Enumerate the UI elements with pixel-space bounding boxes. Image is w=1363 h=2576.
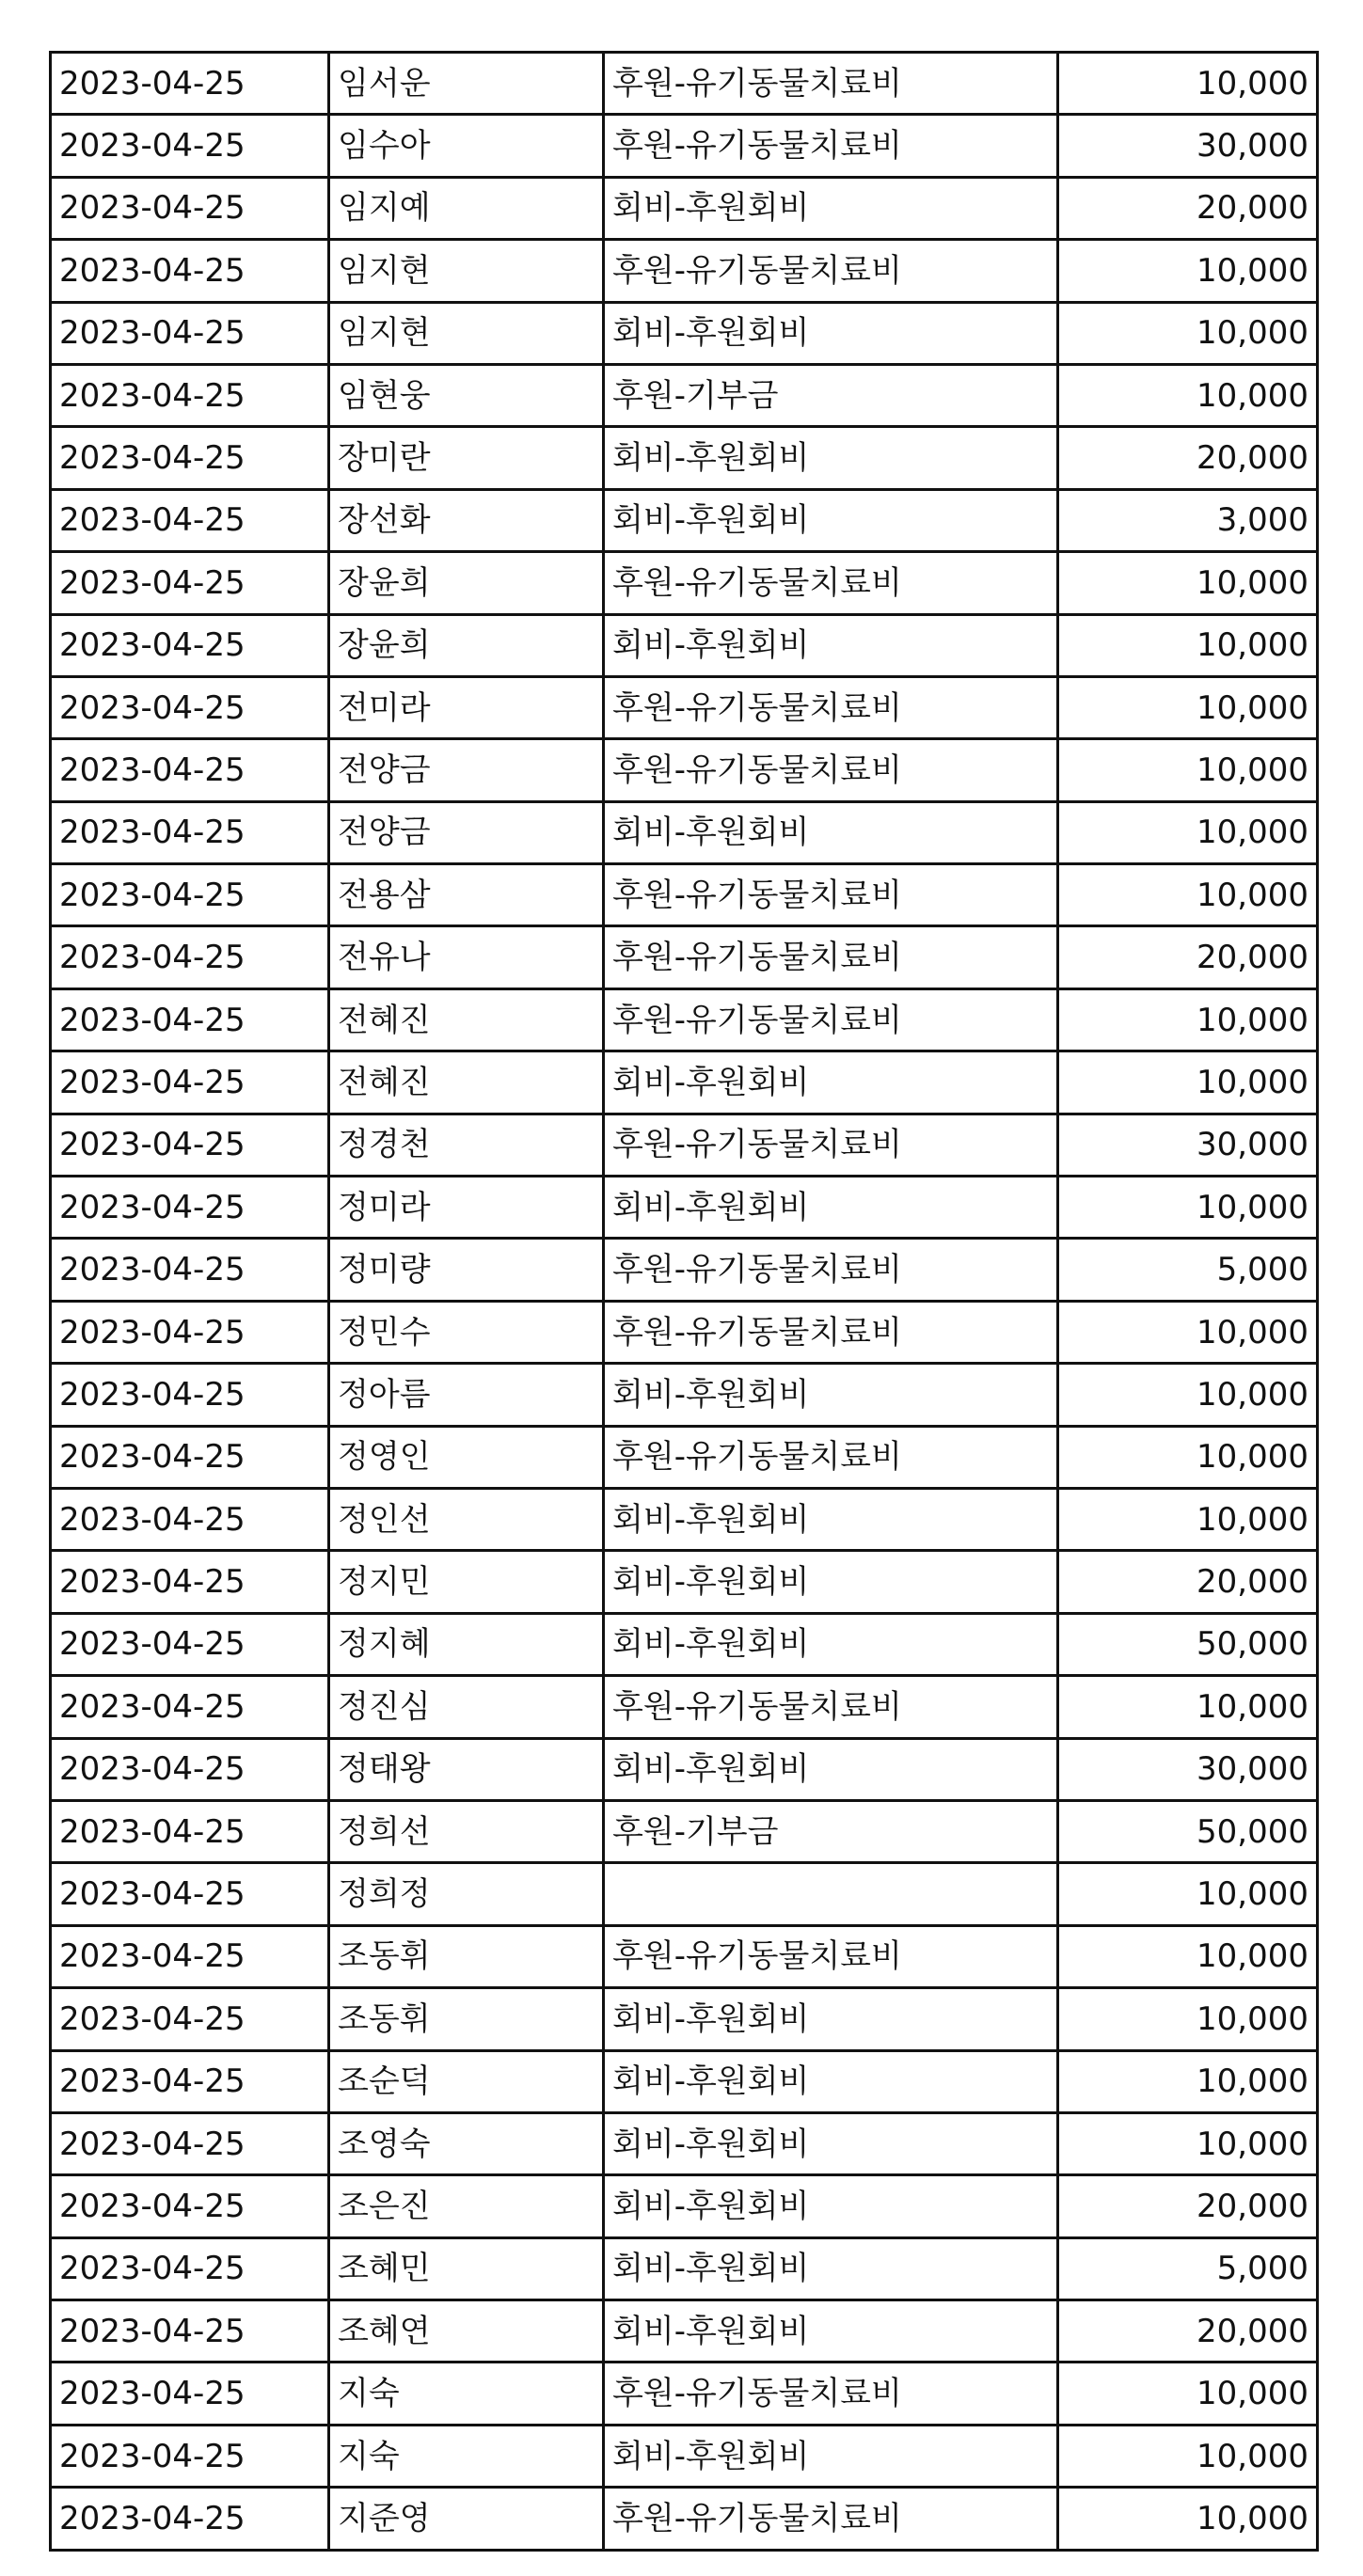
- amount-cell: 10,000: [1058, 302, 1318, 364]
- table-row: [51, 926, 1318, 988]
- category-cell: 회비-후원회비: [604, 1364, 1058, 1426]
- table-row: [51, 240, 1318, 302]
- amount-cell: 10,000: [1058, 364, 1318, 426]
- name-cell: 장윤희: [329, 614, 604, 676]
- table-row: [51, 1114, 1318, 1176]
- amount-cell: 50,000: [1058, 1800, 1318, 1862]
- table-row: [51, 1988, 1318, 2050]
- amount-cell: 30,000: [1058, 1738, 1318, 1800]
- name-cell: 전유나: [329, 926, 604, 988]
- table-row: [51, 364, 1318, 426]
- date-cell: 2023-04-25: [51, 1613, 329, 1675]
- name-cell: 정미라: [329, 1177, 604, 1239]
- table-row: [51, 1738, 1318, 1800]
- date-cell: 2023-04-25: [51, 115, 329, 177]
- date-cell: 2023-04-25: [51, 1863, 329, 1925]
- table-row: [51, 864, 1318, 926]
- name-cell: 정인선: [329, 1488, 604, 1550]
- date-cell: 2023-04-25: [51, 489, 329, 551]
- amount-cell: 10,000: [1058, 240, 1318, 302]
- amount-cell: 10,000: [1058, 1177, 1318, 1239]
- date-cell: 2023-04-25: [51, 53, 329, 115]
- name-cell: 장미란: [329, 427, 604, 489]
- amount-cell: 10,000: [1058, 53, 1318, 115]
- name-cell: 임현웅: [329, 364, 604, 426]
- category-cell: 후원-유기동물치료비: [604, 2488, 1058, 2550]
- category-cell: 후원-유기동물치료비: [604, 1114, 1058, 1176]
- table-row: [51, 302, 1318, 364]
- amount-cell: 10,000: [1058, 988, 1318, 1051]
- name-cell: 전혜진: [329, 988, 604, 1051]
- amount-cell: 20,000: [1058, 427, 1318, 489]
- date-cell: 2023-04-25: [51, 364, 329, 426]
- category-cell: 후원-유기동물치료비: [604, 1301, 1058, 1363]
- donation-table-body: [51, 53, 1318, 2551]
- table-row: [51, 2050, 1318, 2112]
- amount-cell: 10,000: [1058, 2050, 1318, 2112]
- date-cell: 2023-04-25: [51, 1738, 329, 1800]
- table-row: [51, 115, 1318, 177]
- amount-cell: 10,000: [1058, 1051, 1318, 1114]
- name-cell: 장윤희: [329, 552, 604, 614]
- category-cell: 회비-후원회비: [604, 2300, 1058, 2363]
- date-cell: 2023-04-25: [51, 1925, 329, 1987]
- amount-cell: 50,000: [1058, 1613, 1318, 1675]
- category-cell: 회비-후원회비: [604, 2050, 1058, 2112]
- name-cell: 조은진: [329, 2175, 604, 2237]
- amount-cell: 20,000: [1058, 2175, 1318, 2237]
- date-cell: 2023-04-25: [51, 988, 329, 1051]
- name-cell: 전혜진: [329, 1051, 604, 1114]
- amount-cell: 10,000: [1058, 1988, 1318, 2050]
- date-cell: 2023-04-25: [51, 2050, 329, 2112]
- name-cell: 정지민: [329, 1551, 604, 1613]
- amount-cell: 10,000: [1058, 1488, 1318, 1550]
- name-cell: 전양금: [329, 801, 604, 863]
- name-cell: 조순덕: [329, 2050, 604, 2112]
- date-cell: 2023-04-25: [51, 552, 329, 614]
- name-cell: 정아름: [329, 1364, 604, 1426]
- table-row: [51, 489, 1318, 551]
- name-cell: 정희선: [329, 1800, 604, 1862]
- table-row: [51, 2363, 1318, 2425]
- date-cell: 2023-04-25: [51, 1800, 329, 1862]
- date-cell: 2023-04-25: [51, 1488, 329, 1550]
- category-cell: 회비-후원회비: [604, 1613, 1058, 1675]
- date-cell: 2023-04-25: [51, 302, 329, 364]
- table-row: [51, 177, 1318, 239]
- date-cell: 2023-04-25: [51, 1051, 329, 1114]
- date-cell: 2023-04-25: [51, 2425, 329, 2487]
- amount-cell: 10,000: [1058, 801, 1318, 863]
- name-cell: 임지예: [329, 177, 604, 239]
- date-cell: 2023-04-25: [51, 2237, 329, 2299]
- amount-cell: 20,000: [1058, 1551, 1318, 1613]
- date-cell: 2023-04-25: [51, 240, 329, 302]
- name-cell: 장선화: [329, 489, 604, 551]
- amount-cell: 10,000: [1058, 2488, 1318, 2550]
- category-cell: 회비-후원회비: [604, 2425, 1058, 2487]
- amount-cell: 20,000: [1058, 926, 1318, 988]
- table-row: [51, 1239, 1318, 1301]
- date-cell: 2023-04-25: [51, 1177, 329, 1239]
- date-cell: 2023-04-25: [51, 2112, 329, 2174]
- table-row: [51, 552, 1318, 614]
- table-row: [51, 676, 1318, 738]
- name-cell: 조동휘: [329, 1925, 604, 1987]
- date-cell: 2023-04-25: [51, 2175, 329, 2237]
- table-row: [51, 2112, 1318, 2174]
- date-cell: 2023-04-25: [51, 1239, 329, 1301]
- amount-cell: 10,000: [1058, 2112, 1318, 2174]
- date-cell: 2023-04-25: [51, 614, 329, 676]
- date-cell: 2023-04-25: [51, 1551, 329, 1613]
- amount-cell: 10,000: [1058, 676, 1318, 738]
- table-row: [51, 1676, 1318, 1738]
- table-row: [51, 427, 1318, 489]
- amount-cell: 10,000: [1058, 614, 1318, 676]
- table-row: [51, 1925, 1318, 1987]
- table-row: [51, 1051, 1318, 1114]
- date-cell: 2023-04-25: [51, 926, 329, 988]
- table-row: [51, 801, 1318, 863]
- category-cell: 후원-유기동물치료비: [604, 739, 1058, 801]
- name-cell: 정진심: [329, 1676, 604, 1738]
- category-cell: 회비-후원회비: [604, 1988, 1058, 2050]
- date-cell: 2023-04-25: [51, 427, 329, 489]
- table-row: [51, 988, 1318, 1051]
- category-cell: 후원-유기동물치료비: [604, 2363, 1058, 2425]
- amount-cell: 10,000: [1058, 1426, 1318, 1488]
- name-cell: 조혜민: [329, 2237, 604, 2299]
- date-cell: 2023-04-25: [51, 1988, 329, 2050]
- category-cell: 회비-후원회비: [604, 2112, 1058, 2174]
- category-cell: 회비-후원회비: [604, 801, 1058, 863]
- name-cell: 임수아: [329, 115, 604, 177]
- category-cell: 회비-후원회비: [604, 1488, 1058, 1550]
- name-cell: 임지현: [329, 302, 604, 364]
- table-row: [51, 1863, 1318, 1925]
- category-cell: 후원-유기동물치료비: [604, 988, 1058, 1051]
- amount-cell: 30,000: [1058, 115, 1318, 177]
- category-cell: 후원-기부금: [604, 364, 1058, 426]
- donation-table: [49, 51, 1319, 2552]
- table-row: [51, 2488, 1318, 2550]
- amount-cell: 10,000: [1058, 1925, 1318, 1987]
- table-row: [51, 614, 1318, 676]
- category-cell: 회비-후원회비: [604, 427, 1058, 489]
- amount-cell: 10,000: [1058, 864, 1318, 926]
- category-cell: 회비-후원회비: [604, 614, 1058, 676]
- category-cell: [604, 1863, 1058, 1925]
- name-cell: 지숙: [329, 2363, 604, 2425]
- amount-cell: 10,000: [1058, 1301, 1318, 1363]
- date-cell: 2023-04-25: [51, 676, 329, 738]
- table-row: [51, 53, 1318, 115]
- category-cell: 후원-유기동물치료비: [604, 1239, 1058, 1301]
- amount-cell: 10,000: [1058, 1863, 1318, 1925]
- name-cell: 임지현: [329, 240, 604, 302]
- date-cell: 2023-04-25: [51, 177, 329, 239]
- name-cell: 정희정: [329, 1863, 604, 1925]
- category-cell: 후원-유기동물치료비: [604, 864, 1058, 926]
- category-cell: 후원-유기동물치료비: [604, 552, 1058, 614]
- table-row: [51, 2237, 1318, 2299]
- name-cell: 조혜연: [329, 2300, 604, 2363]
- table-row: [51, 1301, 1318, 1363]
- category-cell: 후원-기부금: [604, 1800, 1058, 1862]
- category-cell: 회비-후원회비: [604, 2175, 1058, 2237]
- category-cell: 회비-후원회비: [604, 1551, 1058, 1613]
- name-cell: 전미라: [329, 676, 604, 738]
- category-cell: 회비-후원회비: [604, 1738, 1058, 1800]
- amount-cell: 10,000: [1058, 2363, 1318, 2425]
- name-cell: 전용삼: [329, 864, 604, 926]
- name-cell: 지숙: [329, 2425, 604, 2487]
- date-cell: 2023-04-25: [51, 2363, 329, 2425]
- name-cell: 정경천: [329, 1114, 604, 1176]
- table-row: [51, 1800, 1318, 1862]
- amount-cell: 3,000: [1058, 489, 1318, 551]
- name-cell: 정영인: [329, 1426, 604, 1488]
- table-row: [51, 1551, 1318, 1613]
- table-row: [51, 1426, 1318, 1488]
- amount-cell: 30,000: [1058, 1114, 1318, 1176]
- amount-cell: 10,000: [1058, 739, 1318, 801]
- category-cell: 회비-후원회비: [604, 1051, 1058, 1114]
- date-cell: 2023-04-25: [51, 1301, 329, 1363]
- name-cell: 정미량: [329, 1239, 604, 1301]
- name-cell: 정지혜: [329, 1613, 604, 1675]
- amount-cell: 20,000: [1058, 2300, 1318, 2363]
- amount-cell: 10,000: [1058, 552, 1318, 614]
- category-cell: 회비-후원회비: [604, 177, 1058, 239]
- category-cell: 회비-후원회비: [604, 2237, 1058, 2299]
- category-cell: 회비-후원회비: [604, 1177, 1058, 1239]
- name-cell: 정민수: [329, 1301, 604, 1363]
- category-cell: 회비-후원회비: [604, 489, 1058, 551]
- date-cell: 2023-04-25: [51, 2300, 329, 2363]
- amount-cell: 5,000: [1058, 2237, 1318, 2299]
- amount-cell: 5,000: [1058, 1239, 1318, 1301]
- table-row: [51, 1364, 1318, 1426]
- date-cell: 2023-04-25: [51, 1676, 329, 1738]
- category-cell: 회비-후원회비: [604, 302, 1058, 364]
- category-cell: 후원-유기동물치료비: [604, 1676, 1058, 1738]
- category-cell: 후원-유기동물치료비: [604, 53, 1058, 115]
- category-cell: 후원-유기동물치료비: [604, 1426, 1058, 1488]
- date-cell: 2023-04-25: [51, 1426, 329, 1488]
- name-cell: 전양금: [329, 739, 604, 801]
- name-cell: 지준영: [329, 2488, 604, 2550]
- table-row: [51, 2425, 1318, 2487]
- date-cell: 2023-04-25: [51, 1364, 329, 1426]
- table-row: [51, 2175, 1318, 2237]
- date-cell: 2023-04-25: [51, 801, 329, 863]
- table-row: [51, 1488, 1318, 1550]
- date-cell: 2023-04-25: [51, 1114, 329, 1176]
- name-cell: 조영숙: [329, 2112, 604, 2174]
- category-cell: 후원-유기동물치료비: [604, 1925, 1058, 1987]
- category-cell: 후원-유기동물치료비: [604, 115, 1058, 177]
- name-cell: 임서운: [329, 53, 604, 115]
- date-cell: 2023-04-25: [51, 739, 329, 801]
- amount-cell: 20,000: [1058, 177, 1318, 239]
- category-cell: 후원-유기동물치료비: [604, 676, 1058, 738]
- name-cell: 조동휘: [329, 1988, 604, 2050]
- name-cell: 정태왕: [329, 1738, 604, 1800]
- table-row: [51, 1177, 1318, 1239]
- category-cell: 후원-유기동물치료비: [604, 926, 1058, 988]
- date-cell: 2023-04-25: [51, 864, 329, 926]
- amount-cell: 10,000: [1058, 1364, 1318, 1426]
- table-row: [51, 739, 1318, 801]
- date-cell: 2023-04-25: [51, 2488, 329, 2550]
- category-cell: 후원-유기동물치료비: [604, 240, 1058, 302]
- table-row: [51, 2300, 1318, 2363]
- amount-cell: 10,000: [1058, 1676, 1318, 1738]
- amount-cell: 10,000: [1058, 2425, 1318, 2487]
- table-row: [51, 1613, 1318, 1675]
